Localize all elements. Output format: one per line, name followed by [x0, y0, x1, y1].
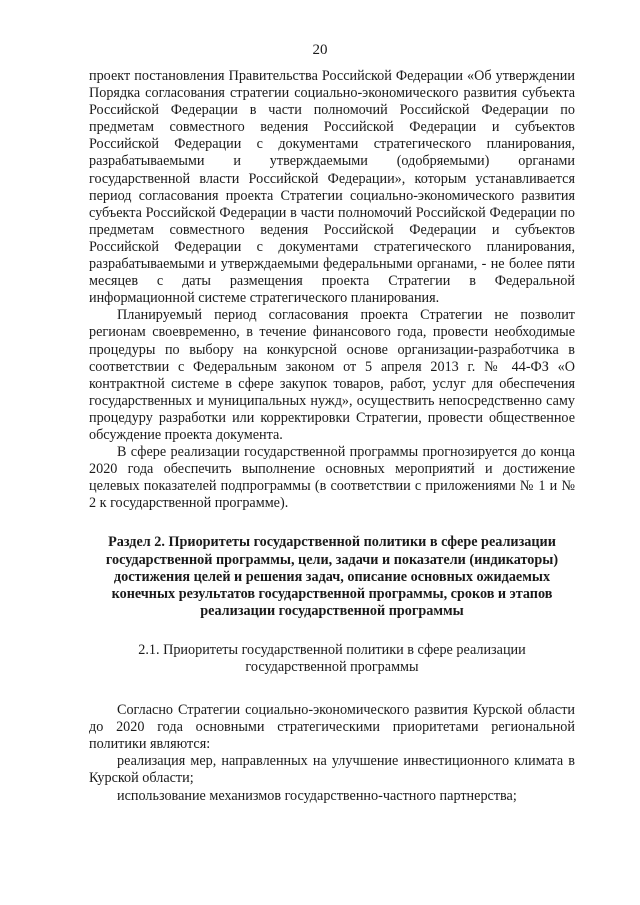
section-title: Раздел 2. Приоритеты государственной политики в сфере реализации государственной программы, цели, задачи и показатели (индикаторы) достижения целей и решения задач, описание основных ожидаемых конечных результатов государственной программы, сроков и этапов реализации государственной программы: [105, 534, 559, 619]
paragraph-planned-period: Планируемый период согласования проекта Стратегии не позволит регионам своевременно, в течение финансового года, провести необходимые процедуры по выбору на конкурсной основе организации-разработчика в соответствии с Федеральным законом от 5 апреля 2013 г. № 44-ФЗ «О контрактной системе в сфере закупок товаров, работ, услуг для обеспечения государственных и муниципальных нужд», осуществить непосредственно саму процедуру разработки или корректировки Стратегии, провести общественное обсуждение проекта документа.: [89, 307, 575, 443]
paragraph-strategy-priorities: Согласно Стратегии социально-экономического развития Курской области до 2020 года основными стратегическими приоритетами региональной политики являются:: [89, 702, 575, 753]
page-content: [89, 68, 575, 805]
paragraph-program-forecast: В сфере реализации государственной программы прогнозируется до конца 2020 года обеспечить выполнение основных мероприятий и достижение целевых показателей подпрограммы (в соответствии с приложениями № 1 и № 2 к государственной программе).: [89, 444, 575, 512]
paragraph-continuation: проект постановления Правительства Российской Федерации «Об утверждении Порядка согласования стратегии социально-экономического развития субъекта Российской Федерации в части полномочий Российской Федерации по предметам совместного ведения Российской Федерации и субъектов Российской Федерации с документами стратегического планирования, разрабатываемыми и утверждаемыми (одобряемыми) органами государственной власти Российской Федерации», которым устанавливается период согласования проекта Стратегии социально-экономического развития субъекта Российской Федерации в части полномочий Российской Федерации по предметам совместного ведения Российской Федерации и субъектов Российской Федерации с документами стратегического планирования, разрабатываемыми и утверждаемыми федеральными органами, - не более пяти месяцев с даты размещения проекта Стратегии в Федеральной информационной системе стратегического планирования.: [89, 68, 575, 307]
list-item-public-private-partnership: использование механизмов государственно-частного партнерства;: [117, 787, 517, 804]
page-number: 20: [312, 42, 328, 58]
subsection-title: 2.1. Приоритеты государственной политики в сфере реализации государственной программы: [138, 641, 526, 675]
list-item-investment-climate: реализация мер, направленных на улучшение инвестиционного климата в Курской области;: [89, 753, 575, 787]
